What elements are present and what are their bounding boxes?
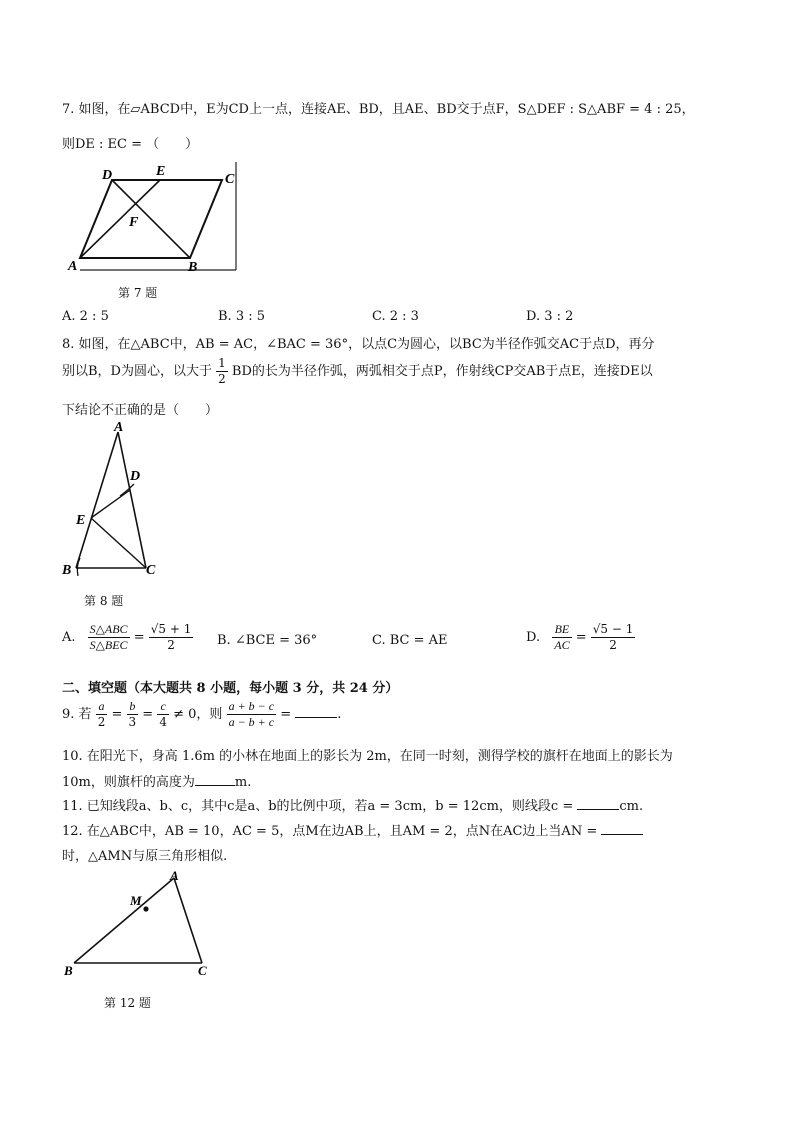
q12-side-ab <box>74 878 174 963</box>
q8-arc-d <box>120 484 134 496</box>
q8-label-d: D <box>130 469 141 484</box>
q8-option-d-rhs <box>591 622 636 653</box>
q9-f4-den: a − b + c <box>228 715 275 729</box>
q9-fraction-2 <box>127 699 139 730</box>
q11-line <box>62 795 643 814</box>
section-2-title: 二、填空题（本大题共 8 小题，每小题 3 分，共 24 分） <box>62 681 399 696</box>
q10-answer-blank[interactable] <box>195 784 235 786</box>
q7-label-e: E <box>156 164 166 179</box>
q8-option-d-rhs-den: 2 <box>609 638 617 652</box>
q7-caption: 第 7 题 <box>118 286 158 300</box>
q12-point-m <box>143 906 148 911</box>
q8-option-d <box>526 622 635 653</box>
q9-eq-4: = <box>280 707 292 722</box>
q8-segment-de <box>91 490 130 518</box>
q8-side-ab <box>76 432 118 568</box>
q11-line-b: cm. <box>619 799 644 814</box>
q8-side-ac <box>118 432 146 568</box>
q12-answer-blank[interactable] <box>601 833 643 835</box>
q8-label-e: E <box>76 513 86 528</box>
q8-option-a-rhs-num: √5 + 1 <box>150 622 192 636</box>
q8-option-d-eq: = <box>575 630 587 645</box>
q9-f1-num: a <box>96 699 108 715</box>
q7-segment-ae <box>80 180 160 258</box>
q7-option-d: D. 3 : 2 <box>526 309 574 324</box>
q7-label-f: F <box>129 215 139 230</box>
q8-stem-line-3: 下结论不正确的是（ ） <box>62 403 219 418</box>
q7-option-b: B. 3 : 5 <box>218 309 266 324</box>
q9-eq-2: = <box>142 707 154 722</box>
q8-caption: 第 8 题 <box>84 594 124 608</box>
q9-fraction-3 <box>157 699 169 730</box>
q8-half-den: 2 <box>218 372 226 386</box>
q9-f1-den: 2 <box>97 715 106 729</box>
q7-label-c: C <box>225 172 235 187</box>
q9-eq-1: = <box>111 707 123 722</box>
q12-side-ac <box>174 878 202 963</box>
q8-option-a-lhs-den: S△BEC <box>89 638 128 652</box>
q8-half-num: 1 <box>218 356 226 370</box>
q7-segment-bd <box>112 180 190 258</box>
q8-option-d-lhs-num: BE <box>552 622 571 638</box>
q7-option-c: C. 2 : 3 <box>372 309 419 324</box>
q8-stem-line-2b: BD的长为半径作弧，两弧相交于点P，作射线CP交AB于点E，连接DE以 <box>231 364 653 379</box>
q8-option-d-lhs <box>552 622 571 653</box>
q7-label-a: A <box>68 259 78 274</box>
q7-stem-line-1: 7. 如图，在▱ABCD中，E为CD上一点，连接AE、BD，且AE、BD交于点F，S△DEF : S△ABF = 4 : 25， <box>62 102 695 117</box>
q8-option-a-lhs-num: S△ABC <box>89 622 128 636</box>
q12-label-a: A <box>170 868 179 883</box>
q10-line-1: 10. 在阳光下，身高 1.6m 的小林在地面上的影长为 2m，在同一时刻，测得学校的旗杆在地面上的影长为 <box>62 749 673 764</box>
q8-stem-line-1: 8. 如图，在△ABC中，AB = AC，∠BAC = 36°，以点C为圆心，以BC为半径作弧交AC于点D，再分 <box>62 337 655 352</box>
q8-option-d-lhs-den: AC <box>554 638 570 652</box>
q8-label-b: B <box>62 563 72 578</box>
q8-option-a-rhs-den: 2 <box>167 638 175 652</box>
q10-line-2a: 10m，则旗杆的高度为 <box>62 775 195 790</box>
q12-label-c: C <box>198 963 207 978</box>
q9-neq: ≠ 0，则 <box>173 707 223 722</box>
q12-line-2: 时，△AMN与原三角形相似. <box>62 849 228 864</box>
q9-answer-blank[interactable] <box>295 716 337 718</box>
q7-label-d: D <box>102 168 113 183</box>
q12-line-1 <box>62 820 643 839</box>
q8-figure <box>58 420 168 580</box>
q9-fraction-1 <box>96 699 108 730</box>
q9-f4-num: a + b − c <box>228 699 275 713</box>
q10-line-2 <box>62 771 251 790</box>
q8-option-a-rhs <box>149 622 194 653</box>
q8-label-a: A <box>114 420 124 435</box>
q10-line-2b: m. <box>234 775 252 790</box>
q11-answer-blank[interactable] <box>577 808 619 810</box>
q7-stem-line-2: 则DE : EC = （ ） <box>62 137 199 152</box>
q9-fraction-4 <box>227 699 277 730</box>
q7-option-a: A. 2 : 5 <box>62 309 109 324</box>
q12-label-m: M <box>130 893 142 908</box>
q8-option-a <box>62 622 193 653</box>
q12-caption: 第 12 题 <box>104 996 151 1010</box>
q8-option-a-label: A. <box>62 630 76 645</box>
q12-line-1a: 12. 在△ABC中，AB = 10，AC = 5，点M在边AB上，且AM = 2，点N在AC边上当AN = <box>62 824 598 839</box>
q7-label-b: B <box>188 260 198 275</box>
q9-prefix: 9. 若 <box>62 707 92 722</box>
q7-figure <box>60 158 250 278</box>
q9-end: . <box>337 707 342 722</box>
q8-option-c: C. BC = AE <box>372 633 448 648</box>
q8-option-a-lhs <box>88 622 130 653</box>
q8-option-d-label: D. <box>526 630 541 645</box>
q9-f2-num: b <box>127 699 139 715</box>
q9-f3-num: c <box>157 699 169 715</box>
q9-f3-den: 4 <box>159 715 167 729</box>
q9-f2-den: 3 <box>128 715 137 729</box>
q8-option-d-rhs-num: √5 − 1 <box>592 622 634 636</box>
q8-option-a-eq: = <box>133 630 145 645</box>
q12-label-b: B <box>64 963 73 978</box>
q8-label-c: C <box>146 563 156 578</box>
q8-stem-line-2a: 别以B，D为圆心，以大于 <box>62 364 212 379</box>
q9-line <box>62 699 341 730</box>
q8-option-b: B. ∠BCE = 36° <box>217 633 318 648</box>
q8-stem-line-2 <box>62 356 653 387</box>
q8-half-fraction <box>216 356 228 387</box>
q12-figure <box>60 868 220 980</box>
q11-line-a: 11. 已知线段a、b、c，其中c是a、b的比例中项，若a = 3cm，b = 12cm，则线段c = <box>62 799 574 814</box>
